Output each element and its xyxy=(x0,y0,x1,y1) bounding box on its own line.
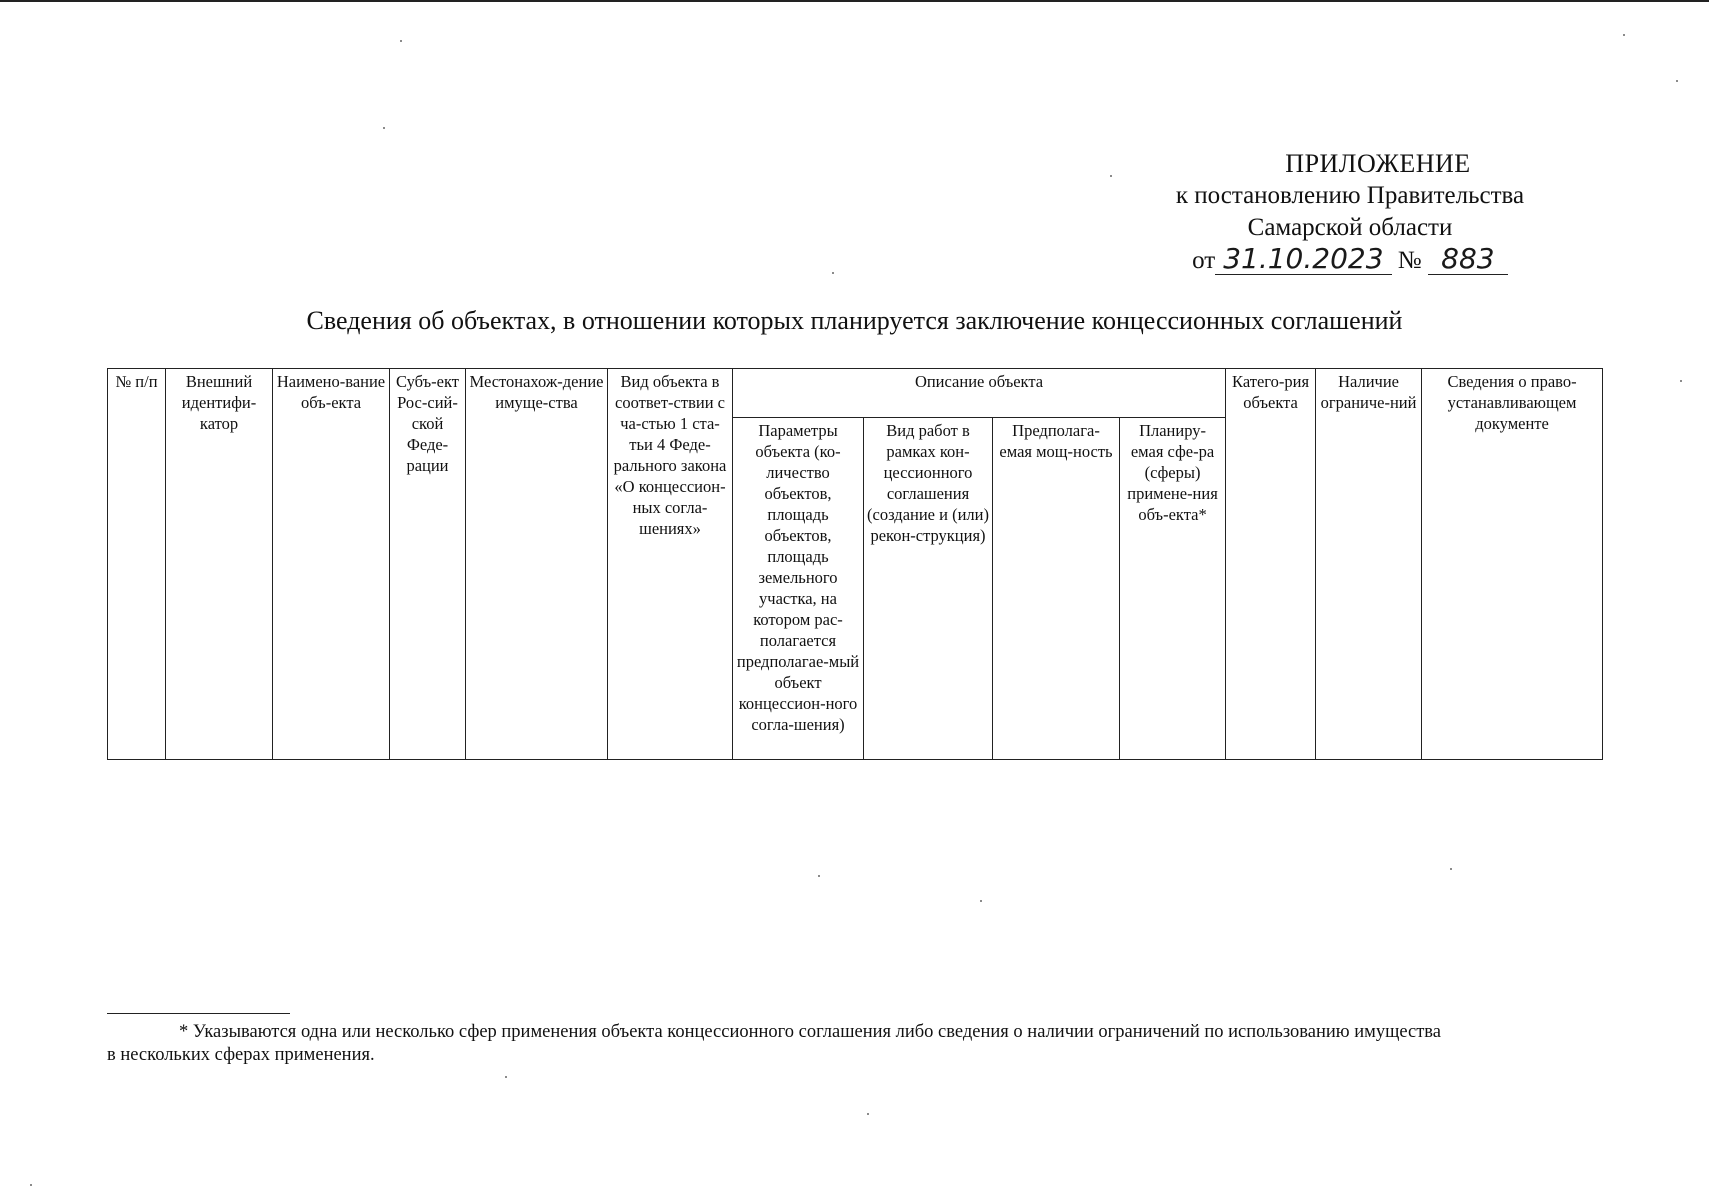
document-title: Сведения об объектах, в отношении которых планируется заключение концессионных соглашений xyxy=(306,306,1403,335)
column-header-location: Местонахож-дение имуще-ства xyxy=(466,369,608,760)
scan-speck xyxy=(1110,175,1112,177)
concession-objects-table xyxy=(107,368,1603,760)
scan-speck xyxy=(867,1113,869,1115)
scan-speck xyxy=(1450,868,1452,870)
column-group-object-description: Описание объекта xyxy=(733,369,1226,418)
appendix-line-2: Самарской области xyxy=(1247,214,1453,241)
scan-speck xyxy=(832,272,834,274)
column-header-category: Катего-рия объекта xyxy=(1226,369,1316,760)
appendix-line-1: к постановлению Правительства xyxy=(1175,182,1525,209)
date-prefix: от xyxy=(1192,247,1216,274)
footnote-line-2: в нескольких сферах применения. xyxy=(107,1045,375,1065)
number-prefix: № xyxy=(1397,247,1422,274)
footnote-line-1: * Указываются одна или несколько сфер применения объекта концессионного соглашения либо сведения о наличии ограничений по использованию имущества xyxy=(179,1022,1442,1042)
footnote-separator xyxy=(107,1013,290,1014)
handwritten-number: 883 xyxy=(1428,244,1508,275)
scan-speck xyxy=(30,1184,32,1186)
column-header-capacity: Предполага-емая мощ-ность xyxy=(993,418,1120,760)
scan-speck xyxy=(400,40,402,42)
scan-speck xyxy=(1676,80,1678,82)
appendix-title: ПРИЛОЖЕНИЕ xyxy=(1285,149,1471,178)
scan-speck xyxy=(505,1076,507,1078)
column-header-application-sphere: Планиру-емая сфе-ра (сферы) примене-ния объ-екта* xyxy=(1120,418,1226,760)
column-header-object-type: Вид объекта в соответ-ствии с ча-стью 1 ста-тьи 4 Феде-рального закона «О концессион-ных согла-шениях» xyxy=(608,369,733,760)
column-header-federal-subject: Субъ-ект Рос-сий-ской Феде-рации xyxy=(390,369,466,760)
column-header-parameters: Параметры объекта (ко-личество объектов, площадь объектов, площадь земельного участка, на котором рас-полагается предполагае-мый объект концессион-ного согла-шения) xyxy=(733,418,864,760)
column-header-work-type: Вид работ в рамках кон-цессионного соглашения (создание и (или) рекон-струкция) xyxy=(864,418,993,760)
appendix-header xyxy=(1120,148,1580,277)
column-header-title-document: Сведения о право-устанавливающем документе xyxy=(1422,369,1603,760)
scan-speck xyxy=(383,127,385,129)
scan-speck xyxy=(818,875,820,877)
column-header-object-name: Наимено-вание объ-екта xyxy=(273,369,390,760)
scan-top-edge xyxy=(0,0,1709,2)
scan-speck xyxy=(980,900,982,902)
handwritten-date: 31.10.2023 xyxy=(1215,244,1391,275)
column-header-number: № п/п xyxy=(108,369,166,760)
column-header-external-id: Внешний идентифи-катор xyxy=(166,369,273,760)
scan-speck xyxy=(1680,380,1682,382)
appendix-date-line xyxy=(1120,244,1580,277)
column-header-restrictions: Наличие ограниче-ний xyxy=(1316,369,1422,760)
footnote xyxy=(107,1021,1602,1067)
scan-speck xyxy=(1623,34,1625,36)
